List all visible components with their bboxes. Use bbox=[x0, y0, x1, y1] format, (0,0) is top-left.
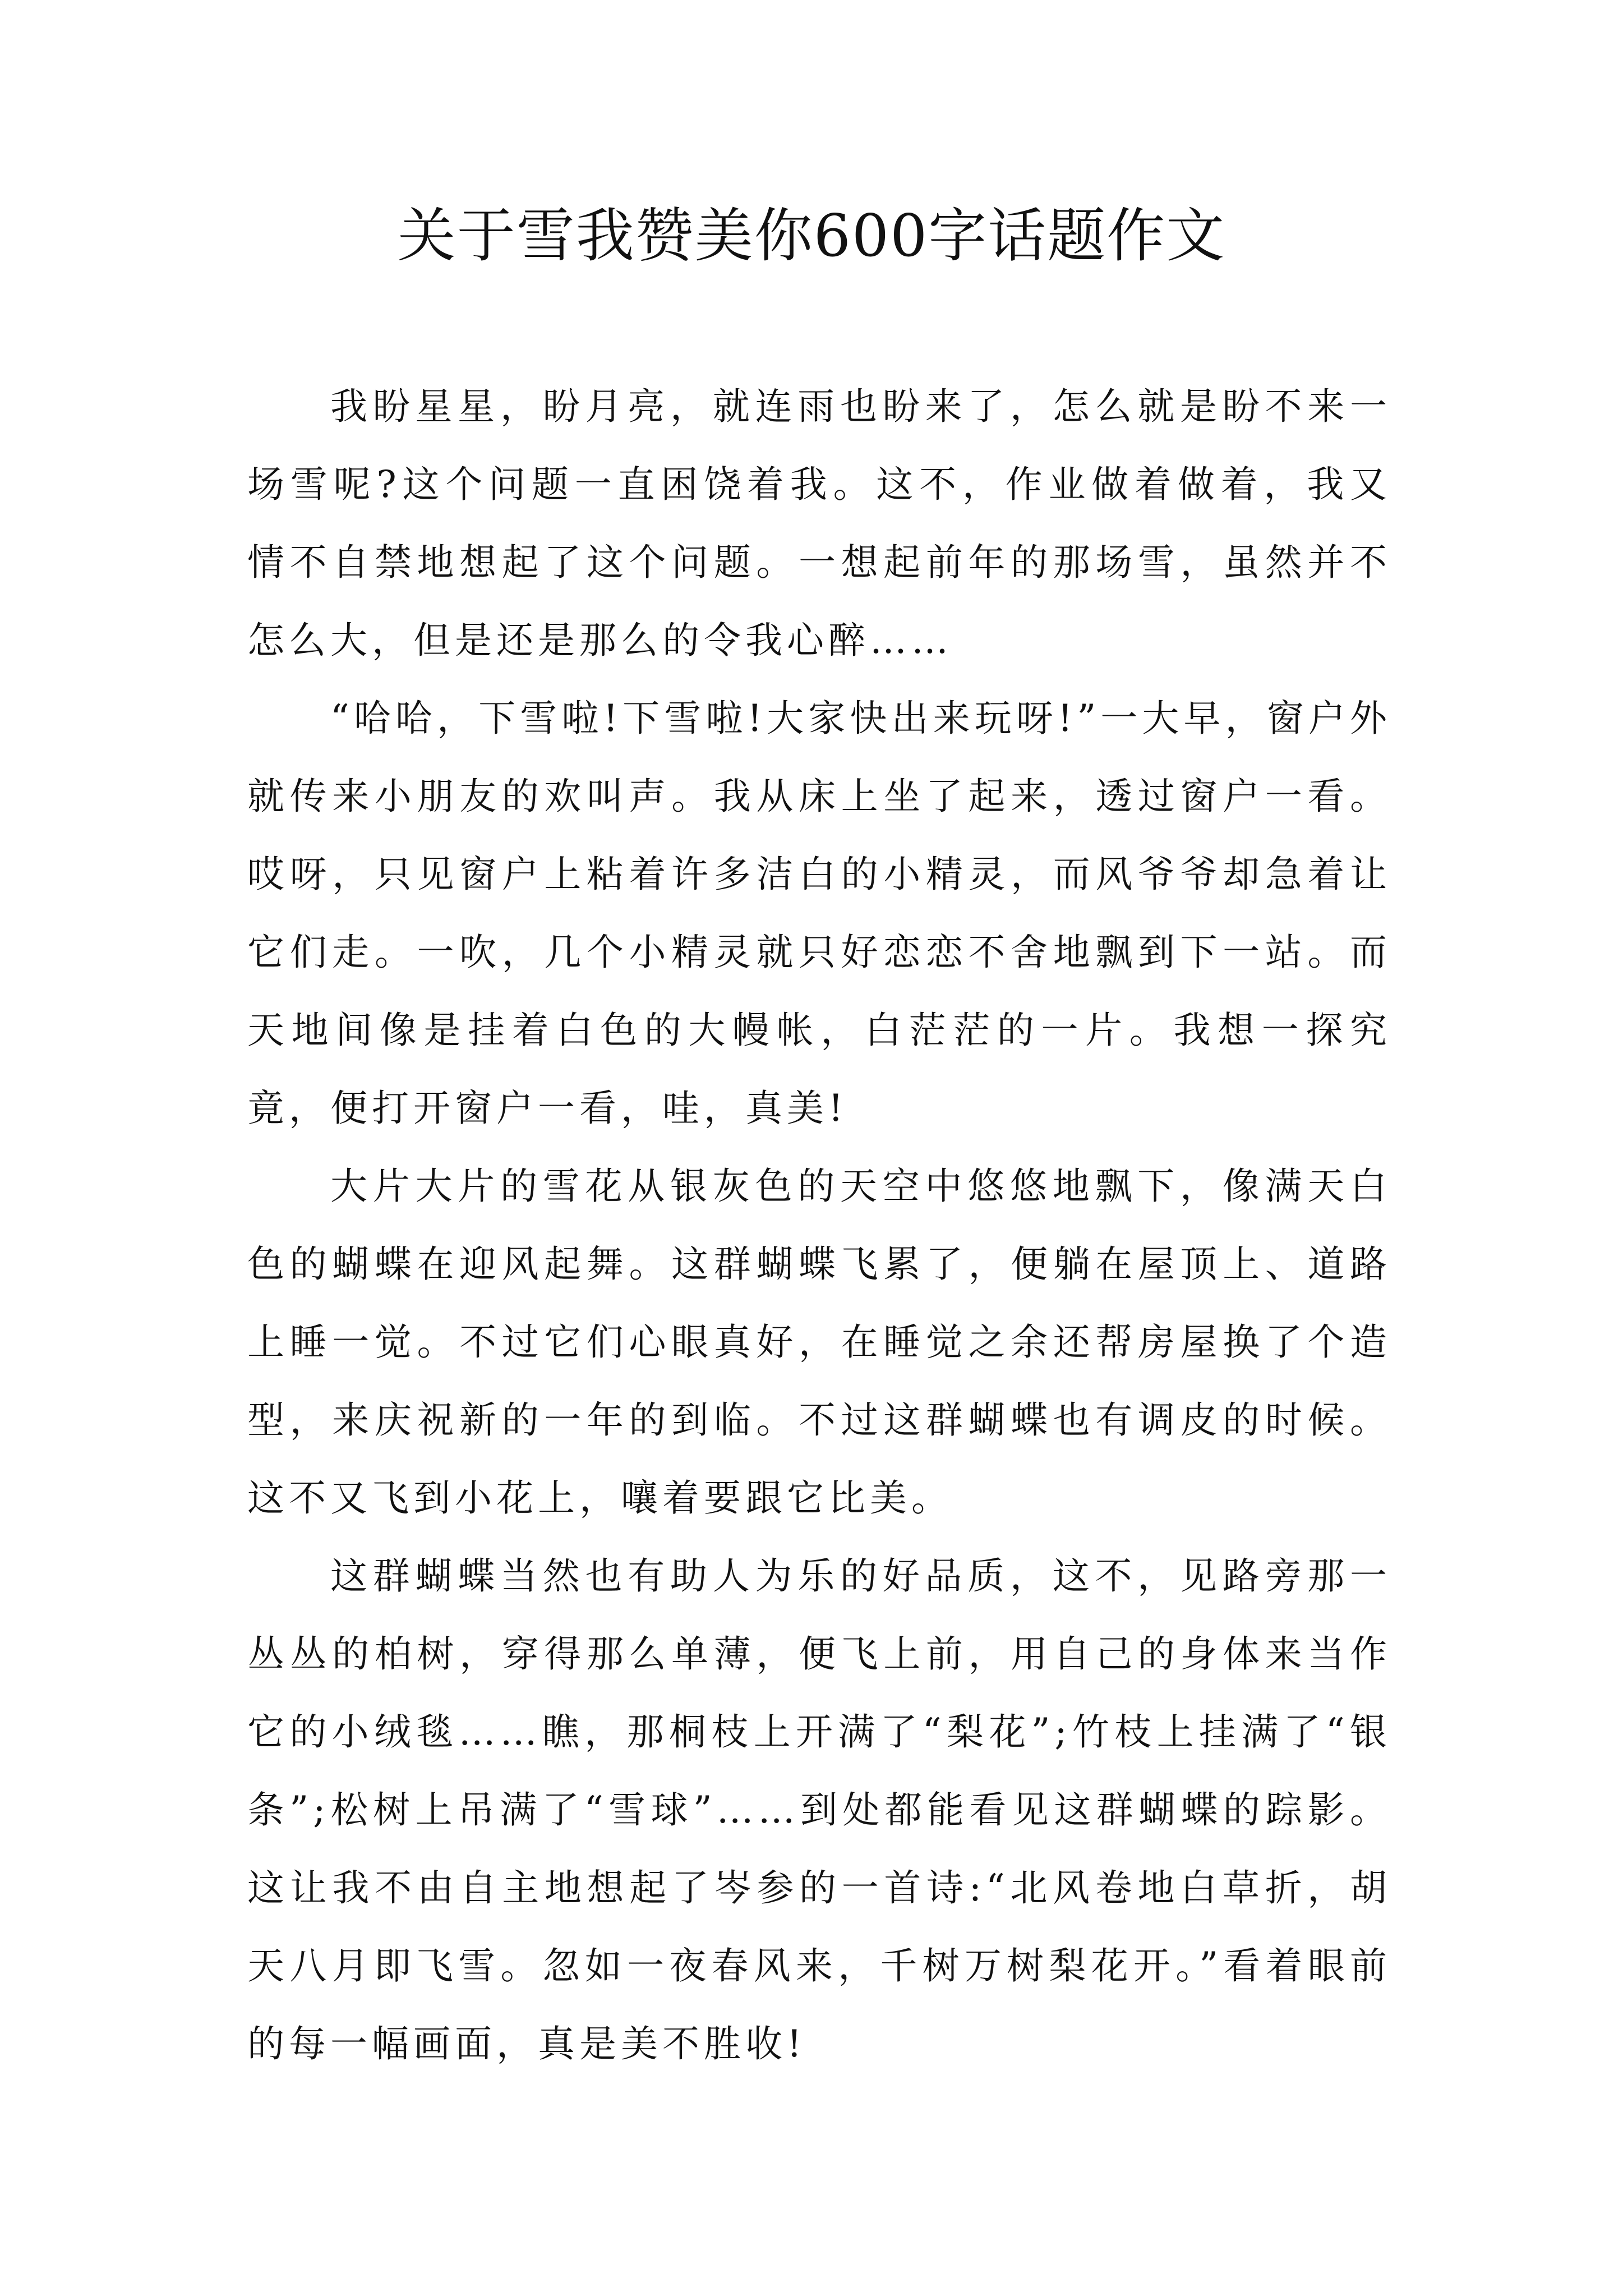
document-title: 关于雪我赞美你600字话题作文 bbox=[397, 201, 1226, 270]
paragraph-2: “哈哈，下雪啦!下雪啦!大家快出来玩呀!”一大早，窗户外就传来小朋友的欢叫声。我从床上坐了起来，透过窗户一看。哎呀，只见窗户上粘着许多洁白的小精灵，而风爷爷却急着让它们走。一吹，几个小精灵就只好恋恋不舍地飘到下一站。而天地间像是挂着白色的大幔帐，白茫茫的一片。我想一探究竟，便打开窗户一看，哇，真美! bbox=[247, 697, 1391, 1130]
document-body bbox=[247, 367, 1391, 2083]
paragraph-1: 我盼星星，盼月亮，就连雨也盼来了，怎么就是盼不来一场雪呢?这个问题一直困饶着我。这不，作业做着做着，我又情不自禁地想起了这个问题。一想起前年的那场雪，虽然并不怎么大，但是还是那么的令我心醉…… bbox=[247, 385, 1391, 662]
paragraph-4: 这群蝴蝶当然也有助人为乐的好品质，这不，见路旁那一丛丛的柏树，穿得那么单薄，便飞上前，用自己的身体来当作它的小绒毯……瞧，那桐枝上开满了“梨花”;竹枝上挂满了“银条”;松树上吊满了“雪球”……到处都能看见这群蝴蝶的踪影。这让我不由自主地想起了岑参的一首诗:“北风卷地白草折，胡天八月即飞雪。忽如一夜春风来，千树万树梨花开。”看着眼前的每一幅画面，真是美不胜收! bbox=[247, 1554, 1391, 2065]
paragraph-3: 大片大片的雪花从银灰色的天空中悠悠地飘下，像满天白色的蝴蝶在迎风起舞。这群蝴蝶飞累了，便躺在屋顶上、道路上睡一觉。不过它们心眼真好，在睡觉之余还帮房屋换了个造型，来庆祝新的一年的到临。不过这群蝴蝶也有调皮的时候。这不又飞到小花上，嚷着要跟它比美。 bbox=[247, 1165, 1391, 1520]
